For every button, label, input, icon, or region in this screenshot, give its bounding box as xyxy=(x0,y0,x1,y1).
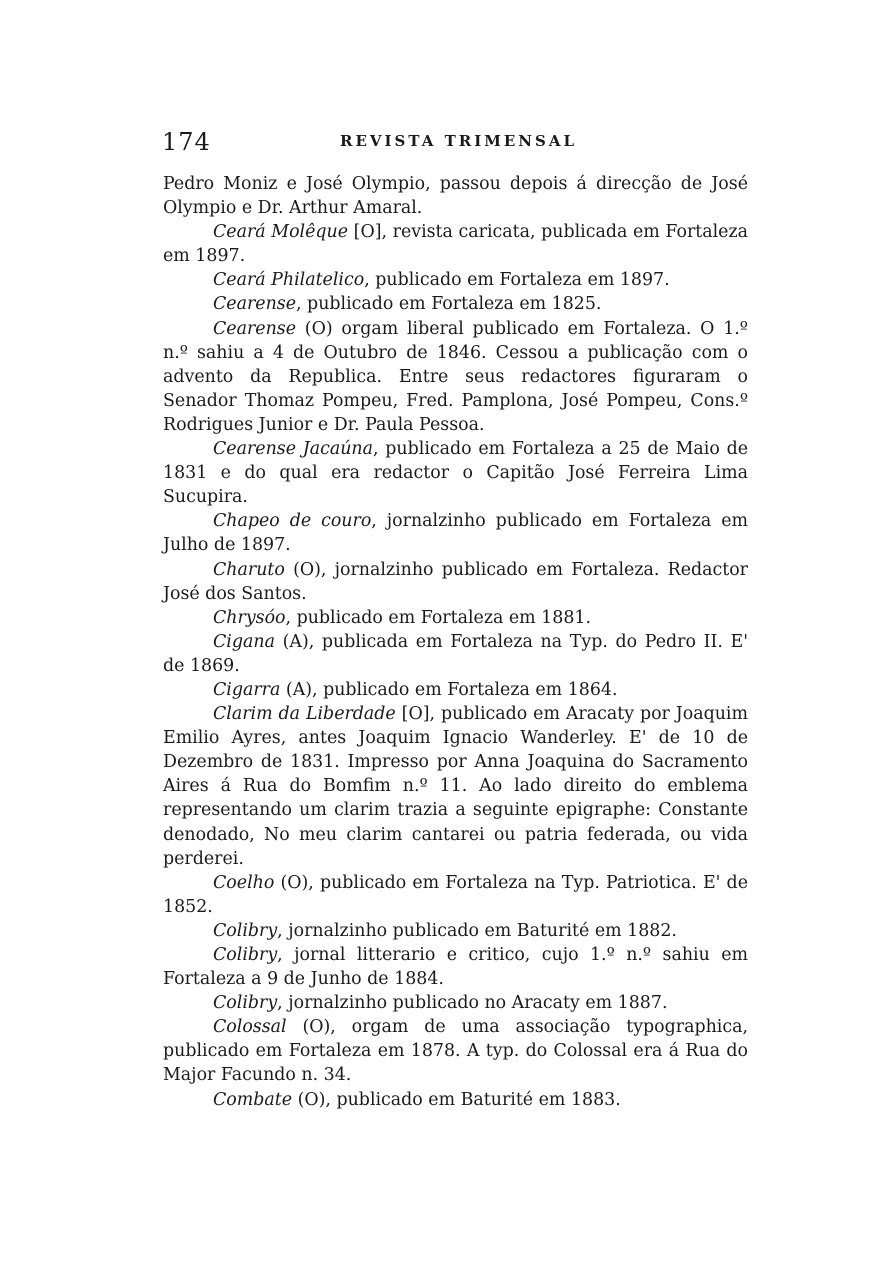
entry xyxy=(163,1015,748,1087)
entry-continuation xyxy=(163,172,748,220)
entry-title: Cigana xyxy=(213,631,275,652)
entry-text: , jornalzinho publicado em Fortaleza em Julho de 1897. xyxy=(163,511,748,556)
entry-text: , jornalzinho publicado em Baturité em 1882. xyxy=(277,920,677,941)
entry xyxy=(163,317,748,437)
entry xyxy=(163,268,748,292)
entry-title: Cearense Jacaúna xyxy=(213,439,373,460)
entry-text: (A), publicada em Fortaleza na Typ. do Pedro II. E' de 1869. xyxy=(163,631,748,676)
entry-title: Cigarra xyxy=(213,679,281,700)
entry xyxy=(163,606,748,630)
entry xyxy=(163,630,748,678)
entry xyxy=(163,678,748,702)
page-number: 174 xyxy=(162,128,211,156)
entry-title: Ceará Molêque xyxy=(213,222,349,243)
entry-text: (O) orgam liberal publicado em Fortaleza. O 1.º n.º sahiu a 4 de Outubro de 1846. Cessou a publicação com o advento da Republica. Entre seus redactores figuraram o Senador Thomaz Pompeu, Fred. Pamplona, José Pompeu, Cons.º Rodrigues Junior e Dr. Paula Pessoa. xyxy=(163,318,748,435)
entry xyxy=(163,1088,748,1112)
entry-text: [O], publicado em Aracaty por Joaquim Emilio Ayres, antes Joaquim Ignacio Wanderley. E' de 10 de Dezembro de 1831. Impresso por Anna Joaquina do Sacramento Aires á Rua do Bomfim n.º 11. Ao lado direito do emblema representando um clarim trazia a seguinte epigraphe: Constante denodado, No meu clarim cantarei ou patria federada, ou vida perderei. xyxy=(163,704,748,869)
entry-title: Colossal xyxy=(213,1017,287,1038)
entry-text: , publicado em Fortaleza em 1825. xyxy=(296,294,602,315)
entry-title: Cearense xyxy=(213,318,296,339)
entry xyxy=(163,702,748,871)
entry-title: Cearense xyxy=(213,294,296,315)
entry-text: (O), publicado em Fortaleza na Typ. Patriotica. E' de 1852. xyxy=(163,872,748,917)
running-head: REVISTA TRIMENSAL xyxy=(340,132,577,150)
entry xyxy=(163,292,748,316)
entry-title: Colibry xyxy=(213,993,278,1014)
entry xyxy=(163,871,748,919)
entry xyxy=(163,991,748,1015)
entry-title: Chapeo de couro xyxy=(213,511,372,532)
entry-text: (O), publicado em Baturité em 1883. xyxy=(292,1089,621,1110)
entry-title: Combate xyxy=(213,1089,293,1110)
entry-text: (O), jornalzinho publicado em Fortaleza. Redactor José dos Santos. xyxy=(163,559,748,604)
entry-title: Chrysóo xyxy=(213,607,286,628)
entry-text: Pedro Moniz e José Olympio, passou depois á direcção de José Olympio e Dr. Arthur Amaral. xyxy=(163,174,748,219)
entry-text: (O), orgam de uma associação typographica, publicado em Fortaleza em 1878. A typ. do Colossal era á Rua do Major Facundo n. 34. xyxy=(163,1017,748,1086)
entry-title: Colibry xyxy=(213,920,278,941)
page-header xyxy=(162,128,752,158)
entry-title: Coelho xyxy=(213,872,275,893)
entry-text: , publicado em Fortaleza a 25 de Maio de 1831 e do qual era redactor o Capitão José Ferreira Lima Sucupira. xyxy=(163,439,748,508)
entry-text: , jornalzinho publicado no Aracaty em 1887. xyxy=(277,993,668,1014)
entry xyxy=(163,437,748,509)
entry xyxy=(163,220,748,268)
entry-text: , publicado em Fortaleza em 1897. xyxy=(364,270,670,291)
entry-title: Ceará Philatelico xyxy=(213,270,365,291)
entry xyxy=(163,509,748,557)
entry-text: (A), publicado em Fortaleza em 1864. xyxy=(280,679,618,700)
body-text xyxy=(163,172,748,1112)
entry-title: Colibry xyxy=(213,945,278,965)
entry-title: Charuto xyxy=(213,559,285,580)
entry-title: Clarim da Liberdade xyxy=(213,704,396,725)
entry-text: [O], revista caricata, publicada em Fortaleza em 1897. xyxy=(163,222,748,267)
entry-text: , publicado em Fortaleza em 1881. xyxy=(285,607,591,628)
entry xyxy=(163,943,748,991)
entry xyxy=(163,919,748,943)
entry xyxy=(163,558,748,606)
entry-text: , jornal litterario e critico, cujo 1.º n.º sahiu em Fortaleza a 9 de Junho de 1884. xyxy=(163,945,748,990)
